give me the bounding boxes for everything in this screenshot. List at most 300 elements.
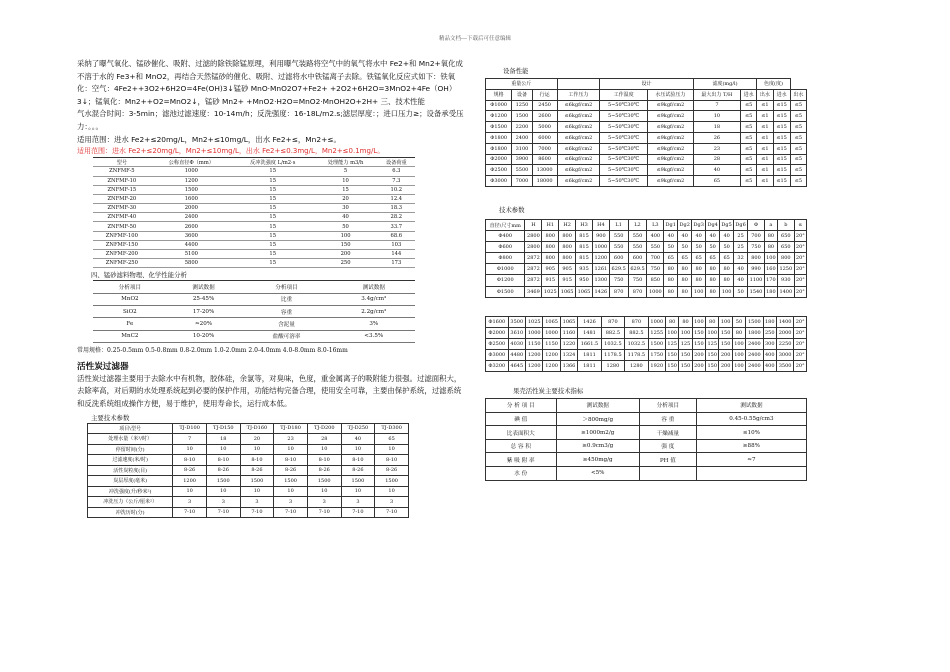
table-cell: 分 析 项 目: [486, 399, 557, 413]
table-cell: 3: [240, 497, 274, 508]
table-cell: 2400: [512, 132, 532, 143]
right-column: [485, 64, 845, 481]
table-cell: 含泥量: [240, 318, 332, 330]
table-cell: 40: [720, 231, 734, 242]
table-cell: 930: [777, 275, 794, 286]
table-cell: 800: [542, 242, 559, 253]
table-cell: 18000: [532, 176, 557, 187]
table-cell: ≤9kgf/cm2: [647, 143, 693, 154]
table-cell: ≈20%: [167, 318, 241, 330]
table-cell: 工作温度: [600, 89, 648, 100]
table-cell: 600: [609, 253, 628, 264]
table-row: [486, 231, 807, 242]
table-cell: 7: [173, 434, 207, 445]
table-row: [93, 185, 415, 194]
table-cell: 冲洗压力（公斤/厘米²）: [88, 497, 173, 508]
table-cell: 100: [720, 286, 734, 297]
table-cell: 40: [664, 231, 678, 242]
table-cell: 10: [173, 486, 207, 497]
table-cell: 8-26: [240, 465, 274, 476]
table-cell: 550: [647, 242, 664, 253]
table-cell: 2800: [525, 231, 542, 242]
table-row: [486, 412, 807, 426]
table-cell: ≤1: [757, 165, 773, 176]
table-cell: 10: [341, 486, 375, 497]
table-cell: ≤6kgf/cm2: [557, 165, 600, 176]
table-cell: 150: [719, 338, 732, 349]
table-cell: 7000: [512, 176, 532, 187]
table-cell: 1280: [625, 361, 648, 372]
table-cell: ≤5: [790, 132, 806, 143]
table-cell: 1400: [777, 286, 794, 297]
table-cell: 1261: [592, 264, 609, 275]
table-cell: 5~50℃30℃: [600, 111, 648, 122]
table-cell: ≤5: [741, 176, 757, 187]
table-cell: 7-10: [173, 507, 207, 518]
table-cell: 882.5: [625, 327, 648, 338]
table-cell: 8-26: [307, 465, 341, 476]
table-cell: Φ1200: [486, 111, 512, 122]
table-cell: 3: [375, 497, 409, 508]
table-cell: 25-45%: [167, 293, 241, 305]
table-cell: 173: [378, 259, 415, 268]
table-cell: 20°: [794, 231, 806, 242]
table-cell: TJ-D180: [274, 423, 308, 434]
table-cell: 150: [665, 361, 678, 372]
table-cell: 50: [706, 242, 720, 253]
carbon-tech-caption: 主要技术参数: [91, 413, 130, 422]
table-row: [93, 306, 415, 318]
table-row: [93, 259, 415, 268]
table-cell: 1200: [543, 349, 560, 360]
table-row: [88, 465, 409, 476]
table-cell: 900: [592, 231, 609, 242]
table-cell: ≤9kgf/cm2: [647, 154, 693, 165]
table-cell: Dg4: [706, 219, 720, 230]
carbon-table: [87, 423, 409, 519]
table-cell: ≤5: [790, 111, 806, 122]
table-cell: 1324: [560, 349, 577, 360]
table-cell: 15: [232, 185, 313, 194]
table-cell: 40: [734, 264, 748, 275]
table-cell: 炭层厚度(毫米): [88, 476, 173, 487]
table-cell: 8-10: [206, 455, 240, 466]
table-cell: 进水: [773, 89, 790, 100]
table-cell: 滤度(mg/l): [693, 79, 757, 90]
table-cell: MnC2: [93, 330, 167, 342]
table-cell: 20: [240, 434, 274, 445]
table-cell: 80: [665, 316, 678, 327]
table-cell: 1500: [746, 316, 763, 327]
table-cell: 5~50℃30℃: [600, 122, 648, 133]
table-row: [486, 122, 807, 133]
table-cell: 15: [232, 167, 313, 176]
table-row: [486, 426, 807, 440]
table-cell: 出水: [790, 89, 806, 100]
table-cell: 100: [313, 231, 377, 240]
table-cell: 1500: [648, 338, 665, 349]
table-cell: 总 容 积: [486, 439, 557, 453]
table-cell: TJ-D250: [341, 423, 375, 434]
table-cell: ZNFMF-30: [93, 204, 151, 213]
table-cell: 测试数据: [167, 281, 241, 293]
table-cell: 65: [706, 253, 720, 264]
performance-table: [485, 78, 807, 187]
table-row: [486, 361, 807, 372]
table-cell: 15: [232, 204, 313, 213]
table-cell: 1500: [151, 185, 232, 194]
table-cell: Φ2500: [486, 165, 512, 176]
table-cell: 10: [341, 444, 375, 455]
table-cell: 17-20%: [167, 306, 241, 318]
table-cell: 550: [628, 231, 647, 242]
table-cell: ≤5: [790, 154, 806, 165]
sand-specs: 常用规格：0.25-0.5mm 0.5-0.8mm 0.8-2.0mm 1.0-2.0mm 2.0-4.0mm 4.0-8.0mm 8.0-16mm: [77, 346, 348, 354]
table-cell: 40: [734, 275, 748, 286]
table-cell: ≤9kgf/cm2: [647, 122, 693, 133]
table-cell: Φ3000: [486, 349, 509, 360]
table-cell: 915: [559, 275, 576, 286]
table-row: [93, 330, 415, 342]
table-cell: 色度(度): [757, 79, 790, 90]
table-cell: 10: [173, 444, 207, 455]
table-cell: 3: [173, 497, 207, 508]
table-cell: TJ-D100: [173, 423, 207, 434]
table-cell: 2450: [532, 100, 557, 111]
table-cell: 8-10: [341, 455, 375, 466]
table-cell: 40: [313, 213, 377, 222]
table-cell: 125: [665, 338, 678, 349]
table-cell: 2400: [746, 361, 763, 372]
table-cell: 3610: [508, 327, 525, 338]
table-row: [486, 111, 807, 122]
table-cell: ≤5: [790, 176, 806, 187]
table-cell: 550: [609, 242, 628, 253]
table-cell: 7.3: [378, 176, 415, 185]
table-cell: Dg1: [664, 219, 678, 230]
table-cell: 8-10: [307, 455, 341, 466]
table-cell: 20°: [794, 349, 807, 360]
table-cell: 100: [679, 327, 692, 338]
table-cell: TJ-D160: [240, 423, 274, 434]
table-header-row: [486, 399, 807, 413]
table-cell: 8-26: [375, 465, 409, 476]
intro-params: 气水混合时间：3-5min；滤池过滤速度：10-14m/h；反洗强度：16-18L/m2.s;滤层厚度：；进口压力≥；设备承受压力：。。。: [77, 109, 464, 131]
table-cell: 1032.5: [625, 338, 648, 349]
table-cell: 100: [706, 327, 719, 338]
table-cell: ≤10%: [696, 426, 806, 440]
table-cell: 2400: [151, 213, 232, 222]
table-cell: L2: [628, 219, 647, 230]
table-cell: 50: [664, 242, 678, 253]
table-cell: 2000: [776, 327, 793, 338]
table-cell: ≤5: [790, 100, 806, 111]
table-cell: 8-10: [375, 455, 409, 466]
table-cell: 800: [748, 253, 765, 264]
table-cell: 300: [763, 338, 776, 349]
table-cell: <5%: [556, 467, 639, 481]
table-cell: 3: [307, 497, 341, 508]
table-row: [486, 286, 807, 297]
table-cell: ≤15: [773, 122, 790, 133]
table-cell: 65: [664, 253, 678, 264]
table-cell: 815: [576, 253, 593, 264]
table-cell: 水 份: [486, 467, 557, 481]
table-cell: 比表面积大: [486, 426, 557, 440]
table-cell: 100: [732, 361, 745, 372]
table-cell: 1000: [151, 167, 232, 176]
table-cell: [696, 467, 806, 481]
table-header-row: [88, 423, 409, 434]
table-cell: 100: [692, 286, 706, 297]
table-cell: ≤1: [757, 154, 773, 165]
table-cell: 7-10: [375, 507, 409, 518]
table-cell: α: [794, 219, 806, 230]
table-cell: 设备荷重: [378, 158, 415, 167]
table-cell: 200: [313, 250, 377, 259]
table-cell: 10: [274, 486, 308, 497]
table-cell: 7-10: [307, 507, 341, 518]
table-cell: 公称直径Φ（mm）: [151, 158, 232, 167]
tech-caption: 技术参数: [499, 205, 525, 214]
table-cell: 7: [693, 100, 740, 111]
table-cell: 750: [609, 275, 628, 286]
table-cell: 80: [678, 275, 692, 286]
table-cell: 1500: [307, 476, 341, 487]
table-row: [88, 497, 409, 508]
intro-paragraph: 采纳了曝气氧化、锰砂催化、吸附、过滤的除铁除锰原理，利用曝气装路将空气中的氧气将水中 Fe2+和 Mn2+氧化成不溶于水的 Fe3+和 MnO2，再结合天然锰砂的催化、吸附、过滤将水中铁锰离子去除。铁锰氧化反应式如下：铁氧化：空气：4Fe2++3O2+6H2O=4Fe(OH)3↓锰砂 MnO·MnO2O7+Fe2+ +2O2+6H2O=3MnO2+4Fe（OH）3↓；锰氧化：Mn2++O2=MnO2↓，锰砂 Mn2+ +MnO2·H2O=MnO2·MnOH2O+2H+ 三、技术性能: [77, 59, 463, 106]
table-cell: 15: [232, 259, 313, 268]
table-cell: ZNFMF-10: [93, 176, 151, 185]
table-cell: 1500: [240, 476, 274, 487]
table-cell: 3: [274, 497, 308, 508]
table-cell: 800: [559, 231, 576, 242]
table-cell: 1065: [560, 316, 577, 327]
table-cell: 2872: [525, 275, 542, 286]
table-cell: 65: [375, 434, 409, 445]
table-cell: 8-26: [341, 465, 375, 476]
table-cell: 20: [313, 194, 377, 203]
table-cell: H4: [592, 219, 609, 230]
table-cell: 7-10: [240, 507, 274, 518]
table-cell: 1250: [512, 100, 532, 111]
table-row: [93, 222, 415, 231]
table-cell: 15: [232, 250, 313, 259]
table-cell: 32: [734, 253, 748, 264]
table-cell: 1661.5: [578, 338, 601, 349]
table-cell: 容重: [240, 306, 332, 318]
table-cell: 1400: [776, 316, 793, 327]
table-cell: 2200: [512, 122, 532, 133]
table-cell: 8-26: [206, 465, 240, 476]
table-cell: ≤6kgf/cm2: [557, 132, 600, 143]
table-cell: H2: [559, 219, 576, 230]
table-cell: 重量公斤: [486, 79, 558, 90]
table-row: [93, 204, 415, 213]
table-cell: 800: [559, 253, 576, 264]
table-row: [93, 240, 415, 249]
table-cell: 18.3: [378, 204, 415, 213]
table-cell: 4480: [508, 349, 525, 360]
table-cell: ≤9kgf/cm2: [647, 100, 693, 111]
table-cell: 800: [542, 231, 559, 242]
sand-table: [93, 280, 415, 342]
table-cell: ≤5: [790, 143, 806, 154]
table-cell: 815: [576, 242, 593, 253]
table-cell: 400: [763, 349, 776, 360]
table-cell: 150: [706, 361, 719, 372]
table-cell: 行运: [532, 89, 557, 100]
table-cell: 最大出力 T/H: [693, 89, 740, 100]
table-cell: 200: [692, 361, 705, 372]
table-cell: 80: [692, 275, 706, 286]
table-cell: ZNFMF-150: [93, 240, 151, 249]
table-cell: 80: [732, 327, 745, 338]
table-cell: ≤15: [773, 154, 790, 165]
table-cell: ≤1: [757, 122, 773, 133]
table-cell: 629.5: [628, 264, 647, 275]
table-cell: 20°: [794, 286, 806, 297]
table-cell: Φ1000: [486, 100, 512, 111]
table-cell: 10: [375, 444, 409, 455]
table-cell: TJ-D300: [375, 423, 409, 434]
table-row: [486, 132, 807, 143]
table-cell: 3100: [512, 143, 532, 154]
table-cell: 1500: [375, 476, 409, 487]
table-cell: 40: [678, 231, 692, 242]
table-cell: 125: [679, 338, 692, 349]
table-cell: ≤5: [741, 132, 757, 143]
table-cell: ＞800mg/g: [556, 412, 639, 426]
table-cell: 100: [719, 316, 732, 327]
table-cell: 分析项目: [93, 281, 167, 293]
table-cell: ≤15: [773, 132, 790, 143]
table-cell: 10: [307, 444, 341, 455]
table-cell: 10: [693, 111, 740, 122]
table-cell: 25: [734, 231, 748, 242]
table-row: [88, 486, 409, 497]
table-cell: 3469: [525, 286, 542, 297]
carbon-title: 活性炭过滤器: [77, 361, 129, 372]
table-cell: ZNFMF-40: [93, 213, 151, 222]
table-cell: 20°: [794, 275, 806, 286]
table-cell: 28: [693, 154, 740, 165]
table-cell: 905: [542, 264, 559, 275]
table-cell: 935: [576, 264, 593, 275]
table-cell: 5~50℃30℃: [600, 132, 648, 143]
table-cell: 3%: [333, 318, 415, 330]
table-row: [486, 165, 807, 176]
table-cell: 1065: [559, 286, 576, 297]
table-cell: 200: [692, 349, 705, 360]
table-cell: ≤5: [741, 111, 757, 122]
table-cell: 180: [764, 286, 777, 297]
table-row: [93, 250, 415, 259]
table-cell: 150: [679, 361, 692, 372]
table-cell: ≤1: [757, 176, 773, 187]
table-cell: 7000: [532, 143, 557, 154]
table-cell: 4400: [151, 240, 232, 249]
table-cell: 3.4g/cm³: [333, 293, 415, 305]
table-cell: 1178.5: [625, 349, 648, 360]
table-cell: L1: [609, 219, 628, 230]
table-cell: 项目\型号: [88, 423, 173, 434]
table-cell: 150: [665, 349, 678, 360]
table-cell: Fe: [93, 318, 167, 330]
table-cell: H: [525, 219, 542, 230]
table-cell: 2872: [525, 264, 542, 275]
table-cell: 1200: [173, 476, 207, 487]
table-cell: 工作压力: [557, 89, 600, 100]
table-cell: 2.2g/cm³: [333, 306, 415, 318]
table-cell: 150: [313, 240, 377, 249]
table-cell: 2800: [525, 242, 542, 253]
table-cell: 盐酸可溶率: [240, 330, 332, 342]
table-cell: Φ2500: [486, 338, 509, 349]
table-cell: 50: [720, 242, 734, 253]
table-cell: Φ400: [486, 231, 525, 242]
table-cell: 1100: [748, 275, 765, 286]
table-cell: 测试数据: [333, 281, 415, 293]
table-cell: 170: [764, 275, 777, 286]
table-cell: 750: [628, 275, 647, 286]
table-header-row: [486, 79, 807, 90]
table-cell: 进水: [741, 89, 757, 100]
table-cell: 80: [706, 286, 720, 297]
table-cell: 15: [232, 231, 313, 240]
table-cell: 1150: [526, 338, 543, 349]
table-cell: 905: [559, 264, 576, 275]
table-cell: 400: [647, 231, 664, 242]
table-cell: 2400: [746, 349, 763, 360]
table-cell: 强 度: [639, 439, 696, 453]
table-cell: 20°: [794, 242, 806, 253]
table-cell: 1250: [777, 264, 794, 275]
table-cell: Φ1800: [486, 143, 512, 154]
table-cell: 20°: [794, 253, 806, 264]
table-cell: 870: [628, 286, 647, 297]
table-cell: ≤5: [790, 165, 806, 176]
table-cell: 150: [706, 349, 719, 360]
table-cell: ZNFMF-250: [93, 259, 151, 268]
table-cell: 7-10: [274, 507, 308, 518]
table-cell: ≤5: [741, 165, 757, 176]
carbon-paragraph: 活性炭过滤器主要用于去除水中有机物，胶体硅，余氯等，对臭味，色度，重金属离子的吸附能力很强。过滤面积大，去除率高，对后期的水处理系统起到必要的保护作用，功能结构完备合理，使用安全可靠，主要由保护系统，过滤系统和反洗系统组成操作方便，易于维护，使用寿命长，运行成本低。: [77, 373, 462, 409]
table-cell: 100: [665, 327, 678, 338]
table-cell: 2400: [746, 338, 763, 349]
table-cell: 250: [313, 259, 377, 268]
table-cell: 10.2: [378, 185, 415, 194]
table-cell: 比重: [240, 293, 332, 305]
table-cell: 65: [693, 176, 740, 187]
table-cell: 65: [692, 253, 706, 264]
table-cell: <3.5%: [333, 330, 415, 342]
table-cell: 2000: [151, 204, 232, 213]
table-row: [486, 338, 807, 349]
table-row: [88, 455, 409, 466]
intro-range-red: 适用范围：进水 Fe2+≤20mg/L，Mn2+≤10mg/L，出水 Fe2+≤0.3mg/L，Mn2+≤0.1mg/L。: [77, 147, 385, 156]
table-cell: Φ1800: [486, 132, 512, 143]
table-row: [486, 100, 807, 111]
table-cell: 10: [313, 176, 377, 185]
table-cell: 650: [777, 231, 794, 242]
table-cell: 750: [748, 242, 765, 253]
table-cell: 1000: [592, 242, 609, 253]
table-cell: 800: [542, 253, 559, 264]
table-cell: Φ1500: [486, 286, 525, 297]
table-cell: 915: [542, 275, 559, 286]
table-cell: 1426: [578, 316, 601, 327]
